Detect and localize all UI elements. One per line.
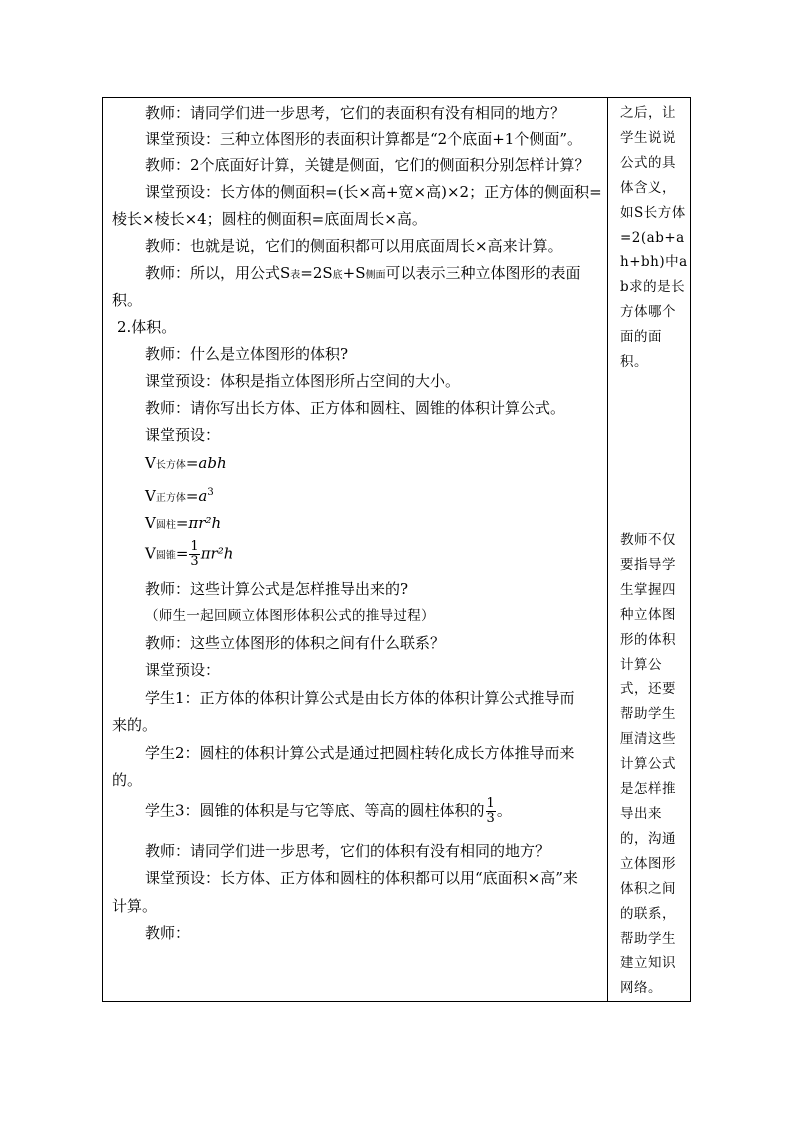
text-line: 计算。 <box>112 897 158 915</box>
fraction: $\frac{1}{3}$ <box>190 539 199 569</box>
volume-formula-cuboid: V长方体=abh <box>145 454 227 472</box>
section-heading: 2.体积。 <box>117 318 177 336</box>
text-line: 课堂预设：体积是指立体图形所占空间的大小。 <box>145 372 461 390</box>
text-line: 学生1：正方体的体积计算公式是由长方体的体积计算公式推导而 <box>145 689 575 707</box>
side-note: 教师不仅要指导学生掌握四种立体图形的体积计算公式，还要帮助学生厘清这些计算公式是怎样推导出来的，沟通立体图形体积之间的联系，帮助学生建立知识网络。 <box>620 532 676 997</box>
text-line: 教师：请同学们进一步思考，它们的表面积有没有相同的地方？ <box>145 104 566 122</box>
volume-formula-cube: V正方体$=a^3$ <box>145 487 214 505</box>
volume-formula-cylinder: V圆柱=πr²h <box>145 514 222 532</box>
text-line: 课堂预设： <box>145 426 221 444</box>
volume-formula-cone: V圆锥= $\frac{1}{3}$ πr²h <box>145 539 234 569</box>
text-line: 教师：也就是说，它们的侧面积都可以用底面周长×高来计算。 <box>145 237 563 255</box>
text-line: 教师：什么是立体图形的体积? <box>145 345 349 363</box>
text-line: 教师：这些立体图形的体积之间有什么联系？ <box>145 634 446 652</box>
text-line: 棱长×棱长×4；圆柱的侧面积=底面周长×高。 <box>112 210 427 228</box>
side-note: 之后，让学生说说公式的具体含义，如S长方体=2(ab+ah+bh)中ab求的是长方体哪个面的面积。 <box>620 105 688 371</box>
text-line: （师生一起回顾立体图形体积公式的推导过程） <box>145 608 435 624</box>
surface-formula-line: 教师：所以，用公式S表=2S底+S侧面可以表示三种立体图形的表面 <box>145 264 581 282</box>
text-line: 积。 <box>112 291 143 309</box>
text-line: 教师：2个底面好计算，关键是侧面，它们的侧面积分别怎样计算？ <box>145 156 590 174</box>
notes-column <box>608 98 690 1001</box>
text-line: 课堂预设：长方体、正方体和圆柱的体积都可以用“底面积×高”来 <box>145 869 578 887</box>
text-line: 学生2：圆柱的体积计算公式是通过把圆柱转化成长方体推导而来 <box>145 744 575 762</box>
text-line: 教师：这些计算公式是怎样推导出来的? <box>145 580 409 598</box>
text-line: 课堂预设： <box>145 661 221 679</box>
text-line: 来的。 <box>112 716 158 734</box>
text-line: 的。 <box>112 771 143 789</box>
text-line: 课堂预设：三种立体图形的表面积计算都是“2个底面+1个侧面”。 <box>145 130 582 148</box>
lesson-table <box>102 97 691 1002</box>
fraction: $\frac{1}{3}$ <box>486 796 495 826</box>
text-line: 教师：请同学们进一步思考，它们的体积有没有相同的地方？ <box>145 842 551 860</box>
text-line-fraction: 学生3：圆锥的体积是与它等底、等高的圆柱体积的 $\frac{1}{3}$ 。 <box>145 796 512 826</box>
text-line: 教师： <box>145 924 191 942</box>
text-line: 教师：请你写出长方体、正方体和圆柱、圆锥的体积计算公式。 <box>145 399 566 417</box>
main-content-column <box>103 98 607 1001</box>
text-line: 课堂预设：长方体的侧面积=(长×高+宽×高)×2；正方体的侧面积= <box>145 183 602 201</box>
